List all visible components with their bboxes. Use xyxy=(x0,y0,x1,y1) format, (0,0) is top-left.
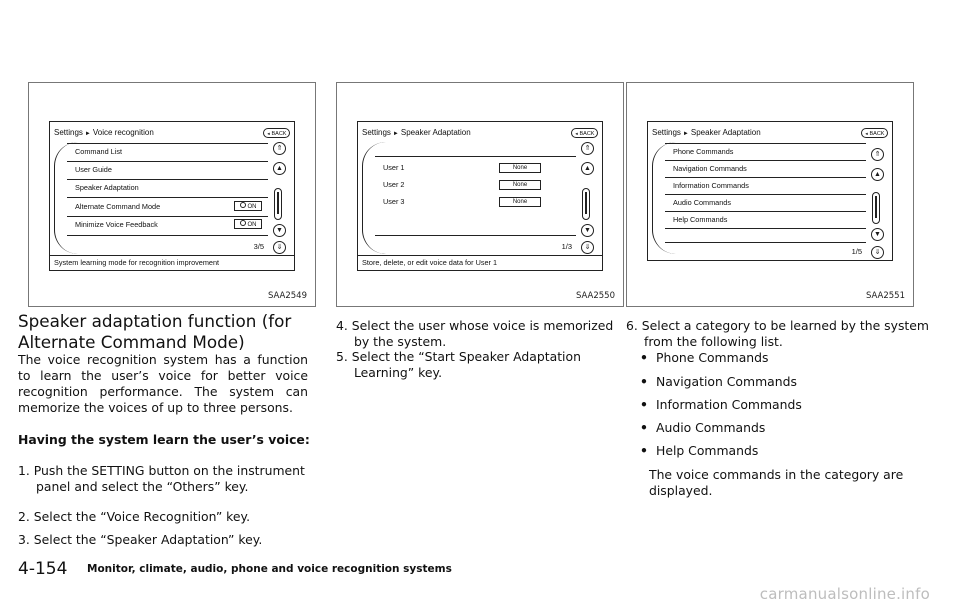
user-1-value: None xyxy=(499,163,541,173)
chapter-title: Monitor, climate, audio, phone and voice recognition systems xyxy=(87,563,452,575)
category-phone-commands: • Phone Commands xyxy=(656,350,768,365)
menu-item-audio-commands[interactable]: Audio Commands xyxy=(673,198,731,207)
subheading: Having the system learn the user’s voice: xyxy=(18,432,310,447)
divider xyxy=(67,235,268,236)
scroll-up-icon[interactable]: ▲ xyxy=(871,168,884,181)
scroll-down-icon[interactable]: ▼ xyxy=(581,224,594,237)
page-up-icon[interactable]: ⇑ xyxy=(581,142,594,155)
minimize-voice-feedback-toggle[interactable]: ON xyxy=(234,219,262,229)
page-up-icon[interactable]: ⇑ xyxy=(273,142,286,155)
breadcrumb-settings: Settings xyxy=(652,128,681,137)
scroll-controls xyxy=(868,142,888,254)
page-indicator: 1/3 xyxy=(561,242,572,251)
menu-item-phone-commands[interactable]: Phone Commands xyxy=(673,147,734,156)
figure-speaker-adaptation-users xyxy=(336,82,624,307)
category-information-commands: • Information Commands xyxy=(656,397,802,412)
user-2-value: None xyxy=(499,180,541,190)
menu-list xyxy=(362,142,576,254)
section-title-line-2: Alternate Command Mode) xyxy=(18,332,245,352)
scroll-controls xyxy=(578,142,598,254)
scroll-up-icon[interactable]: ▲ xyxy=(581,162,594,175)
menu-item-command-list[interactable]: Command List xyxy=(75,147,123,156)
category-help-commands: • Help Commands xyxy=(656,443,758,458)
menu-item-label: User 1 xyxy=(383,163,405,172)
screen-header xyxy=(54,126,290,140)
figure-id: SAA2551 xyxy=(865,291,905,301)
step-4: 4. Select the user whose voice is memorized by the system. xyxy=(336,318,614,349)
breadcrumb-arrow-icon: ► xyxy=(682,131,689,137)
step-1: 1. Push the SETTING button on the instrument panel and select the “Others” key. xyxy=(18,463,305,494)
breadcrumb-arrow-icon: ► xyxy=(392,131,399,137)
screen-voice-recognition xyxy=(49,121,295,271)
alternate-command-mode-toggle[interactable]: ON xyxy=(234,201,262,211)
figure-id: SAA2549 xyxy=(267,291,307,301)
scrollbar[interactable] xyxy=(872,192,880,224)
divider xyxy=(375,235,576,236)
menu-item-information-commands[interactable]: Information Commands xyxy=(673,181,749,190)
screen-speaker-adaptation-categories xyxy=(647,121,893,261)
screen-title: Speaker Adaptation xyxy=(400,128,471,137)
step-5: 5. Select the “Start Speaker Adaptation Learning” key. xyxy=(336,349,581,380)
scroll-controls xyxy=(270,142,290,254)
figure-voice-recognition xyxy=(28,82,316,307)
page-indicator: 1/5 xyxy=(851,247,862,256)
user-3-value: None xyxy=(499,197,541,207)
page-indicator: 3/5 xyxy=(253,242,264,251)
section-title xyxy=(18,311,318,353)
step-3: 3. Select the “Speaker Adaptation” key. xyxy=(18,532,263,547)
menu-item-user-2[interactable] xyxy=(383,177,570,193)
menu-item-user-guide[interactable]: User Guide xyxy=(75,165,112,174)
menu-item-label: Alternate Command Mode xyxy=(75,202,161,211)
page-down-icon[interactable]: ⇓ xyxy=(273,241,286,254)
category-audio-commands: • Audio Commands xyxy=(656,420,765,435)
back-button[interactable]: ◄ BACK xyxy=(571,128,598,138)
menu-item-navigation-commands[interactable]: Navigation Commands xyxy=(673,164,747,173)
scrollbar[interactable] xyxy=(582,188,590,220)
menu-list xyxy=(652,142,866,254)
back-button[interactable]: ◄ BACK xyxy=(263,128,290,138)
back-button[interactable]: ◄ BACK xyxy=(861,128,888,138)
divider xyxy=(375,156,576,157)
menu-list xyxy=(54,142,268,254)
section-title-line-1: Speaker adaptation function (for xyxy=(18,311,292,331)
breadcrumb-settings: Settings xyxy=(362,128,391,137)
step-6: 6. Select a category to be learned by the system from the following list. xyxy=(626,318,929,349)
status-bar: Store, delete, or edit voice data for User 1 xyxy=(358,255,602,270)
watermark: carmanualsonline.info xyxy=(759,585,930,603)
page-down-icon[interactable]: ⇓ xyxy=(871,246,884,259)
status-bar: System learning mode for recognition improvement xyxy=(50,255,294,270)
category-navigation-commands: • Navigation Commands xyxy=(656,374,797,389)
step-2: 2. Select the “Voice Recognition” key. xyxy=(18,509,251,524)
intro-paragraph: The voice recognition system has a function to learn the user’s voice for better voice recognition performance. The system can memorize the voices of up to three persons. xyxy=(18,352,308,415)
figure-id: SAA2550 xyxy=(575,291,615,301)
page-number: 4-154 xyxy=(18,559,68,579)
screen-header xyxy=(652,126,888,140)
page-down-icon[interactable]: ⇓ xyxy=(581,241,594,254)
menu-item-minimize-voice-feedback[interactable] xyxy=(75,217,262,233)
breadcrumb-arrow-icon: ► xyxy=(84,131,91,137)
screen-title: Voice recognition xyxy=(92,128,154,137)
breadcrumb-settings: Settings xyxy=(54,128,83,137)
screen-header xyxy=(362,126,598,140)
figure-speaker-adaptation-categories xyxy=(626,82,914,307)
screen-title: Speaker Adaptation xyxy=(690,128,761,137)
menu-item-label: Minimize Voice Feedback xyxy=(75,220,158,229)
closing-paragraph: The voice commands in the category are displayed. xyxy=(649,467,904,498)
menu-item-label: User 3 xyxy=(383,197,405,206)
scroll-down-icon[interactable]: ▼ xyxy=(871,228,884,241)
menu-item-user-1[interactable] xyxy=(383,160,570,176)
scroll-down-icon[interactable]: ▼ xyxy=(273,224,286,237)
menu-item-label: User 2 xyxy=(383,180,405,189)
menu-item-user-3[interactable] xyxy=(383,194,570,210)
menu-item-help-commands[interactable]: Help Commands xyxy=(673,215,728,224)
scroll-up-icon[interactable]: ▲ xyxy=(273,162,286,175)
divider xyxy=(67,197,268,198)
page-up-icon[interactable]: ⇑ xyxy=(871,148,884,161)
menu-item-speaker-adaptation[interactable]: Speaker Adaptation xyxy=(75,183,139,192)
divider xyxy=(665,242,866,243)
divider xyxy=(665,228,866,229)
screen-speaker-adaptation xyxy=(357,121,603,271)
menu-item-alternate-command-mode[interactable] xyxy=(75,199,262,215)
scrollbar[interactable] xyxy=(274,188,282,220)
